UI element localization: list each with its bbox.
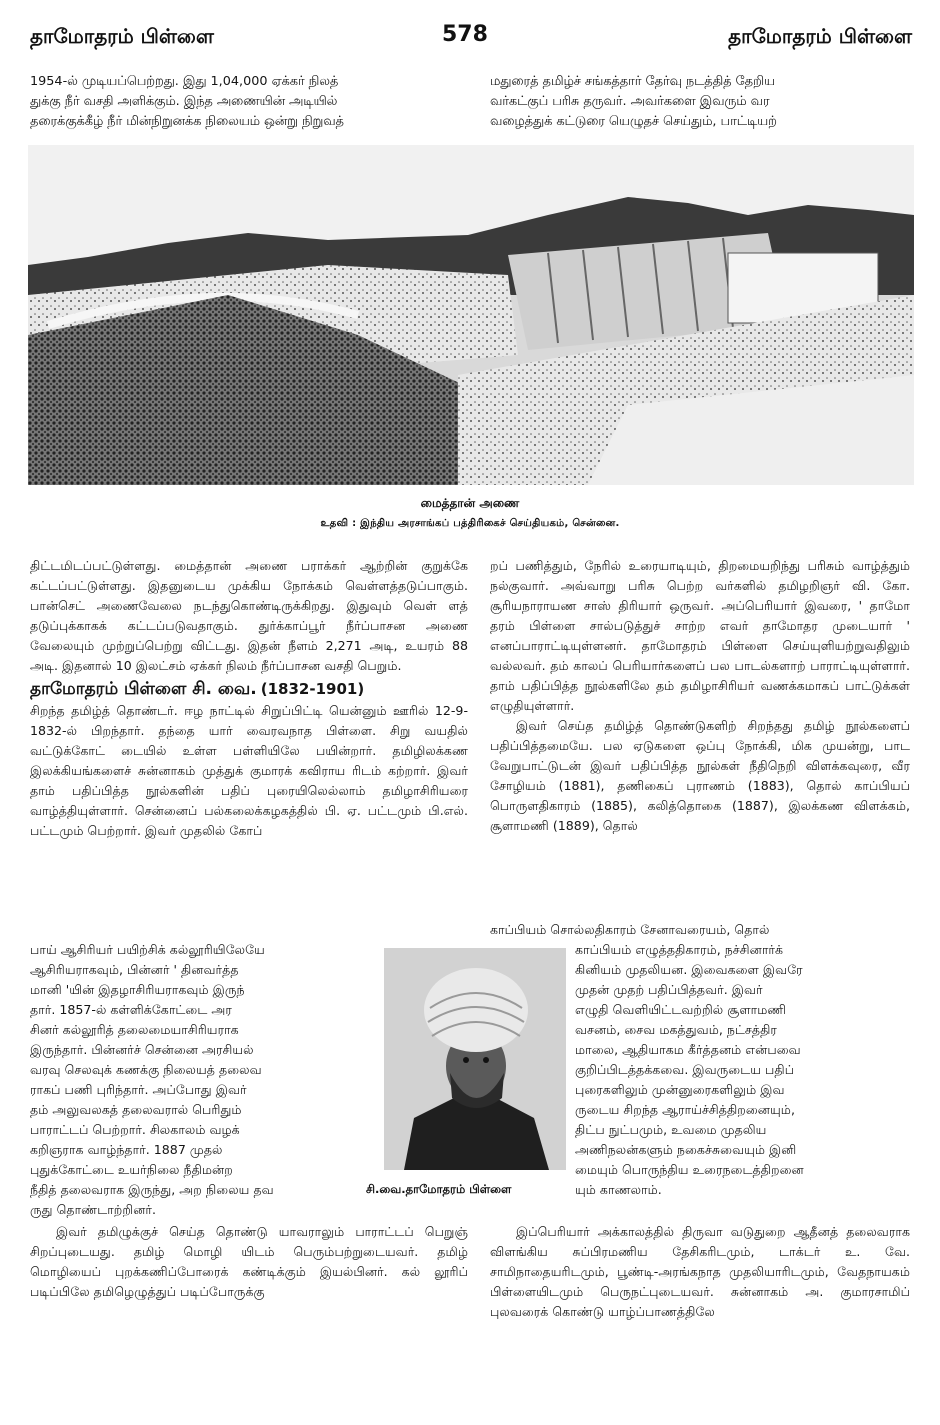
running-header-left: தாமோதரம் பிள்ளை: [30, 24, 214, 48]
text-line: தார். 1857-ல் கள்ளிக்கோட்டை அர: [30, 1002, 232, 1017]
text-line: மாலை, ஆதியாகம கீர்த்தனம் என்பவை: [575, 1042, 801, 1057]
top-right-text: [490, 72, 910, 132]
running-header-right: தாமோதரம் பிள்ளை: [728, 24, 912, 48]
text-line: காப்பியம் எழுத்ததிகாரம், நச்சினார்க்: [575, 942, 784, 957]
left-column-lower: [30, 1222, 468, 1302]
right-column-lower: [490, 1222, 910, 1322]
paragraph: திட்டமிடப்பட்டுள்ளது. மைத்தான் அணை பராக்கர் ஆற்றின் குறுக்கே கட்டப்பட்டுள்ளது. இதனுடைய முக்கிய நோக்கம் வெள்ளத்தடுப்பாகும். பான்செட் அணைவேலை நடந்துகொண்டிருக்கிறது. இதுவும் வெள் ளத் தடுப்புக்காகக் கட்டப்படுவதாகும். துர்க்காப்பூர் நீர்ப்பாசன அணை வேலையும் முற்றுப்பெற்று விட்டது. இதன் நீளம் 2,271 அடி, உயரம் 88 அடி. இதனால் 10 இலட்சம் ஏக்கர் நிலம் நீர்ப்பாசன வசதி பெறும்.: [30, 558, 468, 673]
text-line: மையும் பொருந்திய உரைநடைத்திறனை: [575, 1162, 804, 1177]
text-line: யும் காணலாம்.: [575, 1182, 662, 1197]
heading-title: தாமோதரம் பிள்ளை சி. வை.: [30, 679, 257, 699]
text-line: கறிஞராக வாழ்ந்தார். 1887 முதல்: [30, 1142, 223, 1157]
paragraph: இப்பெரியார் அக்காலத்தில் திருவா வடுதுறை ஆதீனத் தலைவராக விளங்கிய சுப்பிரமணிய தேசிகரிடமும், டாக்டர் உ. வே. சாமிநாதையரிடமும், பூண்டி-அரங்கநாத முதலியாரிடமும், வேதநாயகம் பிள்ளையிடமும் பெருநட்புடையவர். சுன்னாகம் அ. குமாரசாமிப் புலவரைக் கொண்டு யாழ்ப்பாணத்திலே: [490, 1224, 910, 1319]
text-line: நீதித் தலைவராக இருந்து, அற நிலைய தவ: [30, 1182, 274, 1197]
paragraph: இவர் செய்த தமிழ்த் தொண்டுகளிற் சிறந்தது தமிழ் நூல்களைப் பதிப்பித்தமையே. பல ஏடுகளை ஒப்பு நோக்கி, மிக முயன்று, பாட வேறுபாட்டுடன் இவர் பதிப்பித்த நூல்கள் நீதிநெறி விளக்கவுரை, வீர சோழியம் (1881), தணிகைப் புராணம் (1883), தொல் காப்பியப் பொருளதிகாரம் (1885), கலித்தொகை (1887), இலக்கண விளக்கம், சூளாமணி (1889), தொல்: [490, 718, 910, 833]
text-line: தம் அலுவலகத் தலைவரால் பெரிதும்: [30, 1102, 242, 1117]
text-line: வசனம், சைவ மகத்துவம், நட்சத்திர: [575, 1022, 777, 1037]
right-column-upper: [490, 556, 910, 836]
text-line: அணிநலன்களும் நகைச்சுவையும் இனி: [575, 1142, 797, 1157]
text-line: பாய் ஆசிரியர் பயிற்சிக் கல்லூரியிலேயே: [30, 942, 265, 957]
text-line: சினர் கல்லூரித் தலைமையாசிரியராக: [30, 1022, 239, 1037]
text-line: தரைக்குக்கீழ் நீர் மின்நிறுனக்க நிலையம் ஒன்று நிறுவத்: [30, 114, 344, 129]
left-column-wrap: [30, 940, 375, 1220]
text-line: புரைகளிலும் முன்னுரைகளிலும் இவ: [575, 1082, 785, 1097]
text-line: ருது தொண்டாற்றினர்.: [30, 1202, 157, 1217]
text-line: மதுரைத் தமிழ்ச் சங்கத்தார் தேர்வு நடத்தித் தேறிய: [490, 74, 775, 89]
paragraph: சிறந்த தமிழ்த் தொண்டர். ஈழ நாட்டில் சிறுப்பிட்டி யென்னும் ஊரில் 12-9-1832-ல் பிறந்தார். தந்தை யார் வைரவநாத பிள்ளை. சிறு வயதில் வட்டுக்கோட் டையில் உள்ள பள்ளியிலே பயின்றார். தமிழிலக்கண இலக்கியங்களைச் சுன்னாகம் முத்துக் குமாரக் கவிராய ரிடம் கற்றார். இவர் தாம் பதிப்பித்த நூல்களின் பதிப் புரையிலெல்லாம் தமிழாசிரியரை வாழ்த்தியுள்ளார். சென்னைப் பல்கலைக்கழகத்தில் பி. ஏ. பட்டமும் பி.எல். பட்டமும் பெற்றார். இவர் முதலில் கோப்: [30, 703, 468, 838]
text-line: ஆசிரியராகவும், பின்னர் ' தினவர்த்த: [30, 962, 239, 977]
heading-years: (1832-1901): [260, 680, 365, 698]
text-line: முதன் முதற் பதிப்பித்தவர். இவர்: [575, 982, 763, 997]
text-line: புதுக்கோட்டை உயர்நிலை நீதிமன்ற: [30, 1162, 233, 1177]
text-line: வரவு செலவுக் கணக்கு நிலையத் தலைவ: [30, 1062, 262, 1077]
text-line: வழைத்துக் கட்டுரை யெழுதச் செய்தும், பாட்டியற்: [490, 114, 777, 129]
dam-photograph: [28, 145, 914, 485]
text-line: எழுதி வெளியிட்டவற்றில் சூளாமணி: [575, 1002, 787, 1017]
text-line: இருந்தார். பின்னர்ச் சென்னை அரசியல்: [30, 1042, 254, 1057]
paragraph: இவர் தமிழுக்குச் செய்த தொண்டு யாவராலும் பாராட்டப் பெறுஞ் சிறப்புடையது. தமிழ் மொழி யிடம் பெரும்பற்றுடையவர். தமிழ் மொழியைப் புறக்கணிப்போரைக் கண்டிக்கும் இயல்பினர். கல் லூரிப் படிப்பிலே தமிழெழுத்துப் படிப்போருக்கு: [30, 1224, 468, 1299]
portrait-caption: சி.வை.தாமோதரம் பிள்ளை: [366, 1182, 512, 1196]
page-number: 578: [442, 22, 488, 47]
text-line: ருடைய சிறந்த ஆராய்ச்சித்திறனையும்,: [575, 1102, 795, 1117]
text-line: வர்கட்குப் பரிசு தருவர். அவர்களை இவரும் வர: [490, 94, 770, 109]
text-line: 1954-ல் முடியப்பெற்றது. இது 1,04,000 ஏக்கர் நிலத்: [30, 74, 339, 89]
top-left-text: [30, 72, 470, 132]
text-line: கினியம் முதலியன. இவைகளை இவரே: [575, 962, 803, 977]
text-line: திட்ப நுட்பமும், உவமை முதலிய: [575, 1122, 767, 1137]
text-line: பாராட்டப் பெற்றார். சிலகாலம் வழக்: [30, 1122, 240, 1137]
text-line: குறிப்பிடத்தக்கவை. இவருடைய பதிப்: [575, 1062, 795, 1077]
right-column-wrap: [490, 920, 913, 1200]
text-line: மானி 'யின் இதழாசிரியராகவும் இருந்: [30, 982, 245, 997]
portrait-photograph: [384, 948, 566, 1170]
left-column-upper: [30, 556, 468, 841]
figure-caption: மைத்தான் அணை: [420, 496, 520, 510]
text-line: ராகப் பணி புரிந்தார். அப்போது இவர்: [30, 1082, 247, 1097]
text-line: காப்பியம் சொல்லதிகாரம் சேனாவரையம், தொல்: [490, 922, 770, 937]
paragraph: றப் பணித்தும், நேரில் உரையாடியும், திறமையறிந்து பரிசும் வாழ்த்தும் நல்குவார். அவ்வாறு பரிசு பெற்ற வர்களில் தமிழறிஞர் வி. கோ. சூரியநாராயண சாஸ் திரியார் ஒருவர். அப்பெரியார் இவரை, ' தாமோ தரம் பிள்ளை சால்படுத்துச் சாற்ற எவர் தாமோதர முடையார் ' எனப்பாராட்டியுள்ளனர். தாமோதரம் பிள்ளை செய்யுளியற்றுவதிலும் வல்லவர். தம் காலப் பெரியார்களைப் பல பாடல்களாற் பாராட்டியுள்ளார். தாம் பதிப்பித்த நூல்களிலே தம் தமிழாசிரியர் வணக்கமாகப் பாட்டுக்கள் எழுதியுள்ளார்.: [490, 558, 910, 713]
figure-credit: உதவி : இந்திய அரசாங்கப் பத்திரிகைச் செய்தியகம், சென்னை.: [320, 518, 620, 529]
article-heading: [30, 678, 468, 701]
text-line: துக்கு நீர் வசதி அளிக்கும். இந்த அணையின் அடியில்: [30, 94, 338, 109]
